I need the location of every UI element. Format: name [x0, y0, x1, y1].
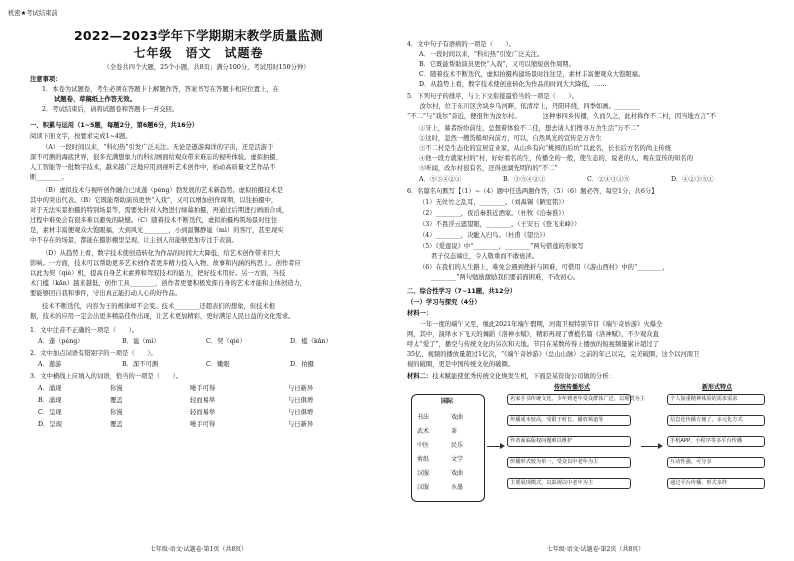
- passage-line: 据，技术的应用一定会出更多精品佳作出现，让艺术更加精彩，更好满足人民日益的文化需求。: [30, 313, 295, 320]
- passage-line: （B）虚拟技术与视听创作融合已成蓬（péng）勃发展的艺术新趋势。虚拟拍摄技术是: [42, 187, 283, 194]
- q1-option-d[interactable]: D．槛（kǎn）: [290, 338, 332, 345]
- q6-line: （3）不畏浮云遮望眼，________。（王安石《登飞来峰》）: [419, 221, 581, 228]
- passage-line: 断________。: [30, 174, 68, 181]
- q2-option-c[interactable]: C．嫩眼: [206, 361, 230, 368]
- q4-option-c[interactable]: C．随着技术不断迭代，虚拟拍摄构建场景时往往是，素材丰富便观众大饱眼福。: [419, 71, 645, 78]
- center-item: 汉服: [417, 470, 430, 477]
- q5-item: ②这时，忽然一艘货船却向前方，可以，自然风光的宣传是万舍生: [419, 135, 602, 142]
- note-1: 1．本卷为试题卷，考生必须在答题卡上解题作答，答案书写在答题卡相应位置上，在: [42, 86, 279, 93]
- material-1-line: 35亿，视频的播放量超过1亿次，“《端午奇妙游》（总山山脉）之前的年已以完，完美破圈，这个以河南卫: [407, 351, 700, 358]
- q1-option-b[interactable]: B．谧（mì）: [122, 338, 160, 345]
- q3-cell: 与日俱增: [288, 409, 314, 416]
- material-1-line: 呼太“爱了”，播空与传统文化的另次和天地。节目在某数传得上播放的短视频量累计超过了: [407, 341, 660, 348]
- q3-stem: 3．文中横线上应填入的词语，恰当的一项是（ ）。: [30, 373, 182, 380]
- q3-cell: 唾手可得: [190, 385, 216, 392]
- section-1-heading: 一、积累与运用（1~5题，每题2分，第6题6分，共16分）: [30, 122, 199, 129]
- passage-line: （D）从趋势上看，数字技术使创造转化为作品的时间大大降低，给艺术创作带来巨大: [42, 250, 281, 257]
- q2-option-a[interactable]: A．遨游: [38, 361, 62, 368]
- culture-diagram: [411, 384, 769, 504]
- q6-line: （2）________，夜泊秦淮近酒家。（杜牧《泊秦淮》）: [419, 210, 568, 217]
- q6-line: （1）无丝竹之乱耳，________。（刘禹锡《陋室铭》）: [419, 199, 568, 206]
- q5-item: ⑤听闻，改尔村很有名，还得送湖先明的的“不二”: [419, 165, 558, 172]
- q3-cell: 你漫: [110, 385, 123, 392]
- q6-stem: 6．名篇名句默写【（1）~（4）题中任选两题作答，（5）（6）题必答，每空1分，共6分】: [407, 188, 658, 195]
- passage-line: 深不可测的海底世界，很多充满想象力的科幻画面给观众带来难忘的视听体验。虚拟拍摄、: [30, 154, 282, 161]
- passage-line: 其中的突出代表。（B）它既能帮助演员更快“入戏”，又可以增加创作周期，以往拍摄中，: [30, 197, 278, 204]
- passage-line: 中不存在的场景，都能在摄影棚里呈现，让主创人员能够更加专注于表演。: [30, 237, 238, 244]
- center-item: 武术: [417, 428, 430, 435]
- page-right: [397, 0, 794, 561]
- material-1-line: 视的破圈，更是中国传统文化的破圈。: [407, 361, 515, 368]
- center-item: 戏曲: [451, 414, 464, 421]
- passage-line: 对于无法实景拍摄的特别场景等，需要先针对入物进行绿幕拍摄，再通过后期进行画面合成，: [30, 207, 289, 214]
- q5-item: ①牙上，慕者纷纷前往，总想着体验不二佳，想去请人们搜寻万舍生活“万不二”: [419, 125, 640, 132]
- q2-option-d[interactable]: D．拍摄: [290, 361, 314, 368]
- q3-option-b[interactable]: B．涌现: [38, 397, 62, 404]
- q5-stem: 5．下列句子的排序，与上下文衔接最恰当的一项是（ ）。: [407, 93, 578, 100]
- passage-line: 要能够回自我和事件，守出真正能打动人心的好作品。: [30, 290, 182, 297]
- traditional-item: 传播形式较为单一，受众以中老年为主: [507, 457, 631, 468]
- center-item: 文学: [451, 456, 464, 463]
- q4-option-b[interactable]: B．它既能帮助演员更快“入戏”，又可以缩短创作周期。: [419, 61, 575, 68]
- q3-cell: 轻而易举: [190, 397, 216, 404]
- center-item: 民乐: [451, 442, 464, 449]
- q3-cell: 与日新异: [288, 421, 314, 428]
- center-item: 中医: [417, 442, 430, 449]
- q3-cell: 轻而易举: [190, 409, 216, 416]
- section-2-heading: 二、综合性学习（7~11题，共12分）: [407, 288, 517, 295]
- center-item: 茶: [451, 428, 458, 435]
- new-title: 新形式特点: [701, 384, 732, 391]
- q4-option-d[interactable]: D．从趋势上看，数字技术使创意转化为作品的时间大大降低，……: [419, 81, 607, 88]
- center-item: 书法: [417, 414, 430, 421]
- note-2: 2．考试结束后，请将试题卷和答题卡一并交回。: [42, 106, 179, 113]
- new-item: 通过平台传播，形式多样: [667, 478, 765, 489]
- q1-stem: 1．文中注音不正确的一项是（ ）。: [30, 327, 138, 334]
- exam-info: （全卷共四个大题，25个小题，共8页；满分100分，考试用时150分钟）: [103, 64, 310, 71]
- passage-line: 过程中难免会有很多难以避免的缺憾。（C）随着技术不断迭代，虚拟拍摄构筑场景时往往: [30, 217, 278, 224]
- subsection-heading: （一）学习与探究（4分）: [407, 299, 481, 306]
- q6-line: （4）________，决眦入归鸟。（杜甫《望岳》）: [419, 232, 549, 239]
- traditional-title: 传统传播形式: [553, 384, 590, 391]
- page-footer: 七年级·语文·试题卷·第2页（共8页）: [546, 546, 645, 553]
- passage-line: 影响。一方面，技术可以帮助更多艺术创作者更多精力投入入物、故事和内涵的构思上。创作者应: [30, 260, 301, 267]
- q3-option-d[interactable]: D．呈现: [38, 421, 62, 428]
- q4-stem: 4．文中句子有语病的一项是（ ）。: [407, 41, 515, 48]
- traditional-item: 作者面临版权问题难以维护: [507, 436, 631, 447]
- new-item: 个人加重精神体验的需求需求: [667, 394, 765, 405]
- note-1b: 试题卷、草稿纸上作答无效。: [54, 96, 136, 103]
- q6-line: （6）在我们的人生路上，难免会遇到挫折与困难，可借用（《游山西村》中的“________，: [419, 264, 669, 271]
- center-item: 戏曲: [451, 470, 464, 477]
- q6-line: ________”两句勉励激励我们要前面困难，不改初心。: [431, 274, 580, 281]
- q5-item: ③不二村是生态化的宜居宜业家，从山乡有向“桃园的后坊”以此名，长长后方名的尚主传统: [419, 145, 672, 152]
- passage-line: 以此为契（qiè）机，提高自身艺术素养和驾驭技术的能力，把好技术用好。另一方面，当技: [30, 270, 286, 277]
- left-column: [30, 0, 383, 561]
- center-item: 汉服: [417, 484, 430, 491]
- q3-cell: 与日俱增: [288, 397, 314, 404]
- q3-option-c[interactable]: C．呈现: [38, 409, 62, 416]
- passage-line: 术门槛（kǎn）越来越低，创作工具________，创作者更要积极发挥自身的艺术才能和主体创造力，: [30, 280, 307, 287]
- new-item: 信息化传播方便了，多元化方式: [667, 415, 765, 426]
- q5-context: 汝尔村，位于东川区舍块乡乌河畔，依清岸上，丹阳环绕，四季如画。________: [407, 103, 640, 110]
- exam-subtitle: 七年级 语文 试题卷: [133, 46, 264, 60]
- q5-option-d[interactable]: D．④②③⑤①: [671, 176, 714, 183]
- center-item: 剪纸: [417, 456, 430, 463]
- material-2-text: 技术赋能使优秀传统文化焕发生机，下面是某资询公司做的分析：: [432, 373, 615, 380]
- q3-cell: 与日新异: [288, 385, 314, 392]
- q6-line: （5）《爱莲说》中“________，________”两句借莲的形象写: [419, 243, 584, 250]
- q5-option-b[interactable]: B．③⑤④②①: [503, 176, 546, 183]
- q3-cell: 覆盖: [110, 397, 123, 404]
- center-item: 水墨: [451, 484, 464, 491]
- q3-cell: 唾手可得: [190, 421, 216, 428]
- passage-line: 人工智能等一批数字技术，越来越广泛地应用到视听艺术创作中，拍动高质量文艺作品不: [30, 164, 276, 171]
- q3-cell: 覆盖: [110, 421, 123, 428]
- center-label: 国际: [440, 398, 453, 405]
- arrow-right-icon: [487, 446, 501, 447]
- q5-item: ④他一段方就家村的“村，好好看名的生，传播全的一般，使生态的，说老的人，观在宣传的知名的: [419, 155, 693, 162]
- q1-option-c[interactable]: C．契（qiè）: [206, 338, 246, 345]
- q6-line: 君子仪态端庄，令人敬重而不敢亵渎。: [431, 253, 539, 260]
- q1-option-a[interactable]: A．蓬（péng）: [38, 338, 84, 345]
- q5-option-c[interactable]: C．②④③①⑤: [587, 176, 630, 183]
- q3-cell: 你漫: [110, 409, 123, 416]
- passage-line: 是，素材丰富便观众大饱眼福，大到风光________，小到温馨静谧（mì）的客厅，甚至现实: [30, 227, 284, 234]
- secret-label: 机密★考试结束前: [8, 10, 58, 17]
- q5-context: “不二”与“戏尔”音近，便很作为汝尔村。 这种事四乡传播，久而久之，此村称作不二村，因当地方言“不: [407, 113, 716, 120]
- material-1-label: 材料一：: [407, 310, 433, 317]
- material-1-line: 一年一度的端午又至，继此2021年端午假期，河南卫视特别节目《端午奇妙游》火爆全: [407, 321, 663, 328]
- q4-option-a[interactable]: A．一段时间以来，“科幻热”引发广泛关注。: [419, 51, 544, 58]
- traditional-item: 传播成本较高，受限于时长、播放频道等: [507, 415, 631, 426]
- read-intro: 阅读下面文字，按要求完成1~4题。: [30, 133, 132, 140]
- page-footer: 七年级·语文·试题卷·第1页（共8页）: [149, 546, 248, 553]
- material-2-row: [407, 372, 776, 381]
- q2-option-b[interactable]: B．深不可测: [122, 361, 159, 368]
- notes-header: 注意事项：: [30, 76, 62, 83]
- material-2-label: 材料二：: [407, 373, 433, 380]
- q5-option-a[interactable]: A．⑤③④②①: [419, 176, 462, 183]
- passage-line: （A）一段时间以来，“科幻热”引发广泛关注。无论是遨游海洋的宇宙，还是活游于: [42, 144, 274, 151]
- traditional-item: 名家手书传统文化、少年到老年受众群体广泛、以观赏为主: [507, 394, 631, 405]
- material-1-line: 网，其中，演绎水下飞天的舞蹈《洛神水赋》，精彩再现了曹植名篇《洛神赋》，不少观众直: [407, 331, 659, 338]
- arrow-right-icon: [641, 446, 659, 447]
- new-item: 互动性强，可分享: [667, 457, 765, 468]
- q3-option-a[interactable]: A．涌现: [38, 385, 62, 392]
- passage-line: 技术不断迭代，内容为王的规律却不会变。技术________还超表们的想象，但技术根: [42, 303, 275, 310]
- traditional-item: 主要展现模式，以影视以中老年为主: [507, 478, 631, 489]
- q2-stem: 2．文中加点词语有错别字的一项是（ ）。: [30, 350, 157, 357]
- new-item: 手机APP，小程序等多平台传播: [667, 436, 765, 447]
- exam-title: 2022—2023学年下学期期末教学质量监测: [74, 28, 323, 43]
